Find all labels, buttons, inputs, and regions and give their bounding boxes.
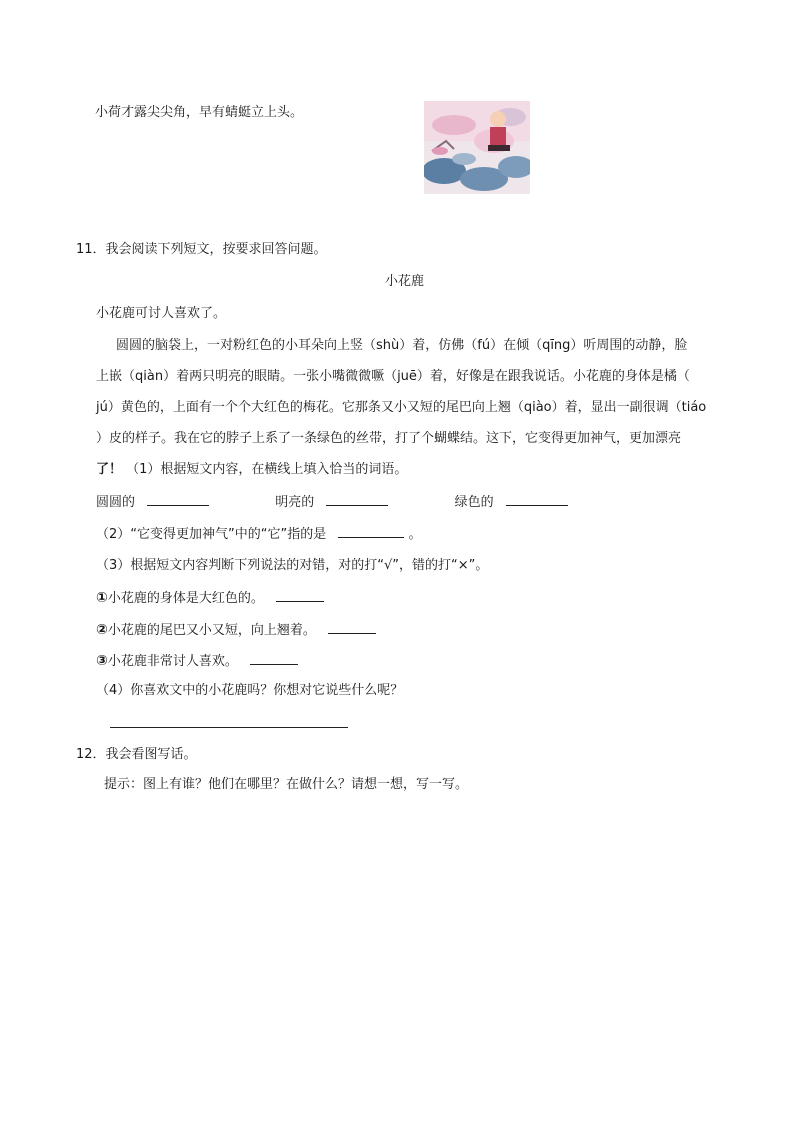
fill-blank-2[interactable] [326, 493, 388, 506]
fill-label-2: 明亮的 [275, 495, 315, 510]
judge-item-3 [96, 652, 298, 671]
poem-line: 小荷才露尖尖角，早有蜻蜓立上头。 [95, 105, 304, 120]
sub2-answer-blank[interactable] [338, 525, 404, 538]
item-marker: ② [96, 622, 108, 638]
article-paragraph-2-line-4: ）皮的样子。我在它的脖子上系了一条绿色的丝带，打了个蝴蝶结。这下，它变得更加神气，更加漂亮 [96, 431, 682, 446]
judge-item-2 [96, 621, 376, 640]
judge-blank-2[interactable] [328, 621, 376, 634]
fill-label-3: 绿色的 [454, 495, 494, 510]
judge-statement: 小花鹿的尾巴又小又短，向上翘着。 [107, 623, 316, 638]
fill-label-1: 圆圆的 [96, 495, 136, 510]
sub2-period: 。 [408, 527, 422, 542]
sub-question-2-row [96, 525, 422, 544]
fill-blanks-row [96, 493, 568, 512]
sub-question-3: （3）根据短文内容判断下列说法的对错，对的打“√”，错的打“×”。 [96, 558, 489, 573]
judge-blank-3[interactable] [250, 652, 298, 665]
judge-item-1 [96, 589, 324, 608]
judge-blank-1[interactable] [276, 589, 324, 602]
fill-blank-3[interactable] [506, 493, 568, 506]
article-paragraph-2-line-2: 上嵌（qiàn）着两只明亮的眼睛。一张小嘴微微噘（juē）着，好像是在跟我说话。小花鹿的身体是橘（ [96, 369, 690, 384]
item-marker: ③ [96, 653, 108, 669]
question-12-hint: 提示：图上有谁？他们在哪里？在做什么？请想一想，写一写。 [104, 777, 469, 792]
sub-question-2: （2）“它变得更加神气”中的“它”指的是 [96, 527, 327, 542]
sub4-answer-line[interactable] [110, 727, 348, 728]
article-paragraph-2-line-1: 圆圆的脑袋上，一对粉红色的小耳朵向上竖（shù）着，仿佛（fú）在倾（qīng）听周围的动静，脸 [116, 338, 688, 353]
fill-blank-1[interactable] [147, 493, 209, 506]
article-ending: 了！ [96, 462, 123, 477]
question-11-title: 11．我会阅读下列短文，按要求回答问题。 [76, 242, 327, 257]
article-title: 小花鹿 [385, 274, 425, 289]
sub-question-1: （1）根据短文内容，在横线上填入恰当的词语。 [126, 462, 408, 477]
sub-question-4: （4）你喜欢文中的小花鹿吗？你想对它说些什么呢？ [96, 683, 404, 698]
article-last-line-and-sub1 [96, 461, 407, 479]
judge-statement: 小花鹿的身体是大红色的。 [107, 591, 264, 606]
item-marker: ① [96, 590, 108, 606]
article-paragraph-2-line-3: jú）黄色的，上面有一个个大红色的梅花。它那条又小又短的尾巴向上翘（qiào）着，显出一副很调（tiáo [96, 400, 707, 415]
judge-statement: 小花鹿非常讨人喜欢。 [107, 654, 238, 669]
lotus-dragonfly-illustration [424, 101, 530, 194]
question-12-title: 12．我会看图写话。 [76, 747, 197, 762]
article-paragraph-1: 小花鹿可讨人喜欢了。 [96, 306, 227, 321]
